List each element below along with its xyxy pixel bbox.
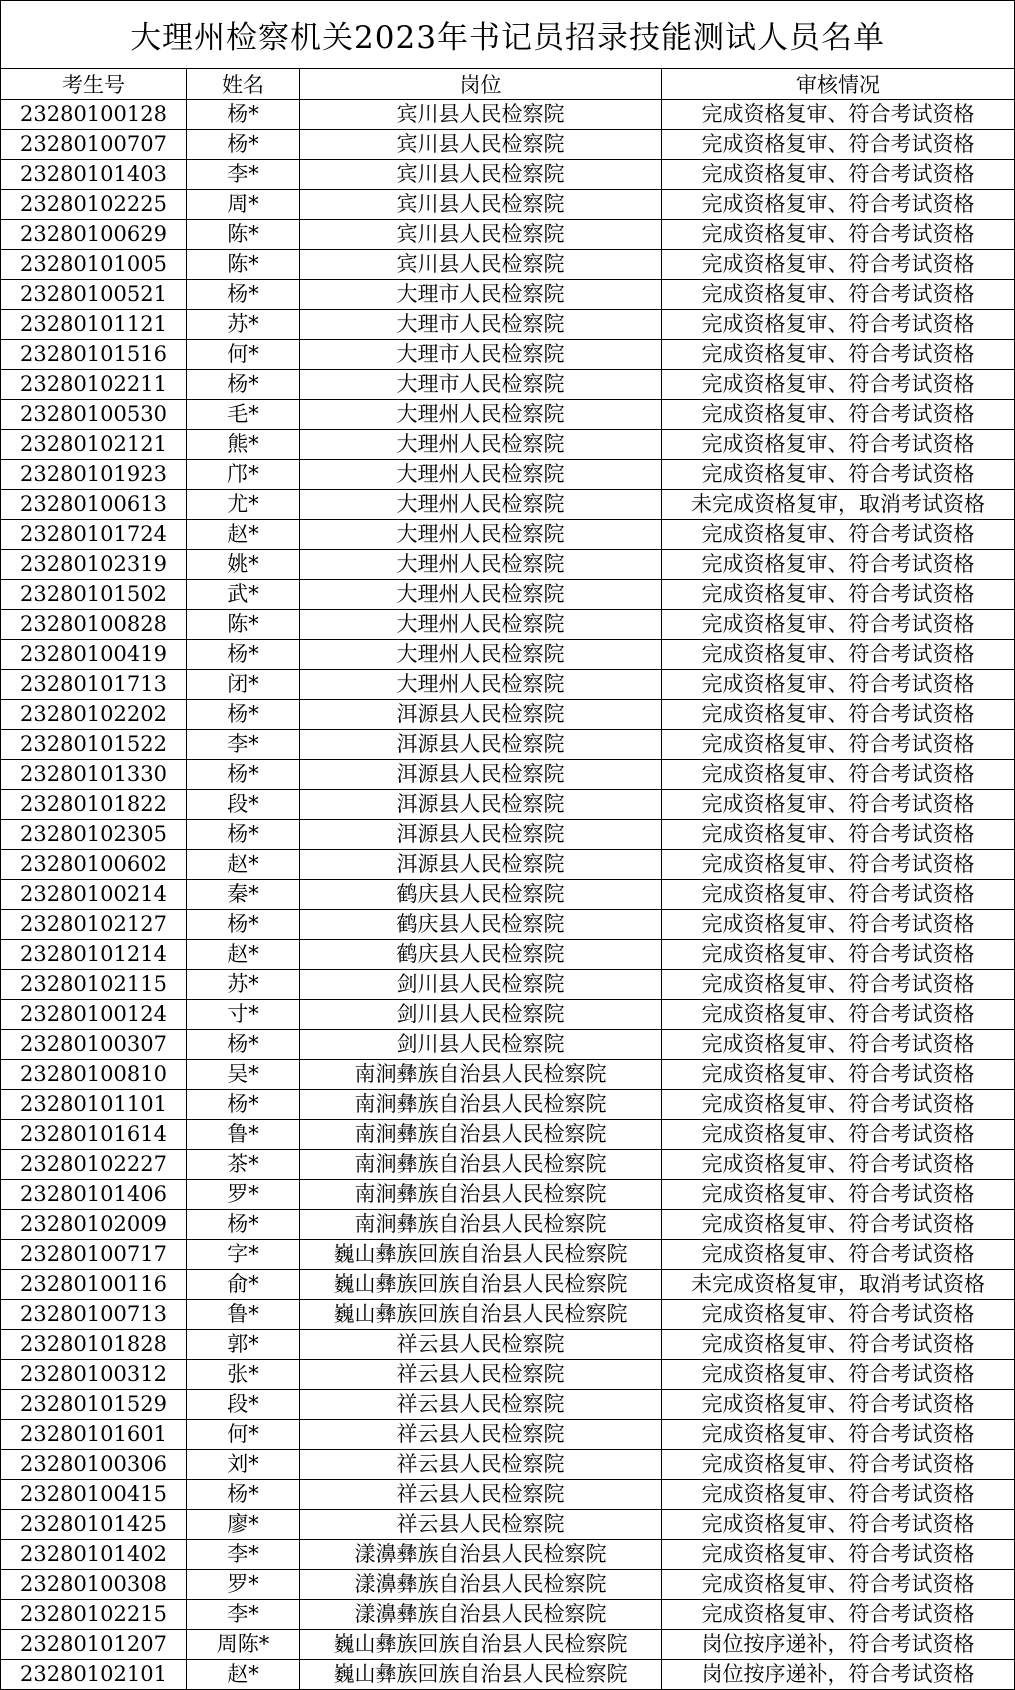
header-status: 审核情况 — [662, 69, 1015, 100]
cell-status: 完成资格复审、符合考试资格 — [662, 1360, 1015, 1390]
cell-name: 杨* — [187, 640, 300, 670]
cell-name: 罗* — [187, 1570, 300, 1600]
cell-name: 苏* — [187, 970, 300, 1000]
cell-exam-id: 23280101406 — [1, 1180, 187, 1210]
table-row — [1, 1000, 1015, 1030]
cell-status: 完成资格复审、符合考试资格 — [662, 1090, 1015, 1120]
table-row — [1, 940, 1015, 970]
table-row — [1, 1420, 1015, 1450]
cell-exam-id: 23280100419 — [1, 640, 187, 670]
cell-exam-id: 23280102115 — [1, 970, 187, 1000]
table-row — [1, 640, 1015, 670]
cell-position: 南涧彝族自治县人民检察院 — [300, 1180, 662, 1210]
table-row — [1, 100, 1015, 130]
cell-exam-id: 23280101529 — [1, 1390, 187, 1420]
cell-status: 完成资格复审、符合考试资格 — [662, 730, 1015, 760]
table-row — [1, 1180, 1015, 1210]
cell-exam-id: 23280102009 — [1, 1210, 187, 1240]
cell-name: 李* — [187, 160, 300, 190]
table-row — [1, 1210, 1015, 1240]
table-row — [1, 1060, 1015, 1090]
cell-exam-id: 23280100629 — [1, 220, 187, 250]
cell-name: 吴* — [187, 1060, 300, 1090]
cell-exam-id: 23280101121 — [1, 310, 187, 340]
cell-status: 未完成资格复审，取消考试资格 — [662, 1270, 1015, 1300]
table-row — [1, 280, 1015, 310]
cell-exam-id: 23280101822 — [1, 790, 187, 820]
cell-exam-id: 23280101522 — [1, 730, 187, 760]
cell-name: 杨* — [187, 130, 300, 160]
cell-name: 杨* — [187, 1090, 300, 1120]
cell-status: 完成资格复审、符合考试资格 — [662, 280, 1015, 310]
cell-name: 赵* — [187, 850, 300, 880]
table-row — [1, 1120, 1015, 1150]
cell-name: 何* — [187, 340, 300, 370]
cell-position: 大理州人民检察院 — [300, 550, 662, 580]
cell-name: 武* — [187, 580, 300, 610]
cell-exam-id: 23280100415 — [1, 1480, 187, 1510]
cell-name: 邝* — [187, 460, 300, 490]
table-row — [1, 220, 1015, 250]
cell-status: 完成资格复审、符合考试资格 — [662, 250, 1015, 280]
cell-name: 鲁* — [187, 1300, 300, 1330]
cell-status: 完成资格复审、符合考试资格 — [662, 550, 1015, 580]
table-row — [1, 970, 1015, 1000]
table-row — [1, 700, 1015, 730]
cell-position: 宾川县人民检察院 — [300, 100, 662, 130]
cell-exam-id: 23280100306 — [1, 1450, 187, 1480]
cell-position: 剑川县人民检察院 — [300, 970, 662, 1000]
cell-status: 岗位按序递补，符合考试资格 — [662, 1660, 1015, 1690]
cell-status: 完成资格复审、符合考试资格 — [662, 1300, 1015, 1330]
cell-exam-id: 23280101516 — [1, 340, 187, 370]
cell-exam-id: 23280102211 — [1, 370, 187, 400]
cell-exam-id: 23280100810 — [1, 1060, 187, 1090]
roster-body — [1, 100, 1015, 1690]
cell-status: 完成资格复审、符合考试资格 — [662, 610, 1015, 640]
cell-name: 李* — [187, 1600, 300, 1630]
cell-status: 完成资格复审、符合考试资格 — [662, 130, 1015, 160]
table-row — [1, 490, 1015, 520]
cell-exam-id: 23280100307 — [1, 1030, 187, 1060]
cell-position: 巍山彝族回族自治县人民检察院 — [300, 1300, 662, 1330]
table-row — [1, 400, 1015, 430]
cell-status: 完成资格复审、符合考试资格 — [662, 1570, 1015, 1600]
table-row — [1, 910, 1015, 940]
cell-position: 漾濞彝族自治县人民检察院 — [300, 1600, 662, 1630]
cell-position: 漾濞彝族自治县人民检察院 — [300, 1570, 662, 1600]
table-row — [1, 1090, 1015, 1120]
cell-position: 大理州人民检察院 — [300, 460, 662, 490]
cell-exam-id: 23280100602 — [1, 850, 187, 880]
cell-position: 南涧彝族自治县人民检察院 — [300, 1120, 662, 1150]
cell-status: 完成资格复审、符合考试资格 — [662, 220, 1015, 250]
cell-status: 岗位按序递补，符合考试资格 — [662, 1630, 1015, 1660]
cell-position: 大理州人民检察院 — [300, 400, 662, 430]
cell-name: 刘* — [187, 1450, 300, 1480]
table-row — [1, 1150, 1015, 1180]
cell-position: 大理市人民检察院 — [300, 370, 662, 400]
table-row — [1, 430, 1015, 460]
cell-position: 大理州人民检察院 — [300, 670, 662, 700]
table-row — [1, 1540, 1015, 1570]
cell-position: 宾川县人民检察院 — [300, 130, 662, 160]
cell-position: 南涧彝族自治县人民检察院 — [300, 1210, 662, 1240]
cell-status: 完成资格复审、符合考试资格 — [662, 1540, 1015, 1570]
table-row — [1, 1600, 1015, 1630]
cell-name: 杨* — [187, 760, 300, 790]
header-exam-id: 考生号 — [1, 69, 187, 100]
cell-position: 祥云县人民检察院 — [300, 1360, 662, 1390]
cell-position: 南涧彝族自治县人民检察院 — [300, 1150, 662, 1180]
title-row — [1, 1, 1015, 69]
cell-status: 完成资格复审、符合考试资格 — [662, 1000, 1015, 1030]
cell-exam-id: 23280101207 — [1, 1630, 187, 1660]
cell-exam-id: 23280100128 — [1, 100, 187, 130]
cell-status: 完成资格复审、符合考试资格 — [662, 1180, 1015, 1210]
table-row — [1, 1300, 1015, 1330]
cell-name: 字* — [187, 1240, 300, 1270]
cell-position: 祥云县人民检察院 — [300, 1510, 662, 1540]
cell-name: 杨* — [187, 1030, 300, 1060]
cell-status: 完成资格复审、符合考试资格 — [662, 190, 1015, 220]
cell-name: 杨* — [187, 280, 300, 310]
cell-status: 完成资格复审、符合考试资格 — [662, 760, 1015, 790]
cell-position: 大理州人民检察院 — [300, 490, 662, 520]
cell-name: 茶* — [187, 1150, 300, 1180]
cell-exam-id: 23280101601 — [1, 1420, 187, 1450]
table-row — [1, 670, 1015, 700]
cell-position: 宾川县人民检察院 — [300, 190, 662, 220]
cell-name: 杨* — [187, 910, 300, 940]
cell-status: 完成资格复审、符合考试资格 — [662, 1030, 1015, 1060]
table-row — [1, 550, 1015, 580]
cell-status: 完成资格复审、符合考试资格 — [662, 880, 1015, 910]
cell-position: 南涧彝族自治县人民检察院 — [300, 1060, 662, 1090]
cell-name: 杨* — [187, 820, 300, 850]
cell-status: 完成资格复审、符合考试资格 — [662, 1240, 1015, 1270]
cell-status: 完成资格复审、符合考试资格 — [662, 160, 1015, 190]
table-row — [1, 130, 1015, 160]
cell-status: 完成资格复审、符合考试资格 — [662, 640, 1015, 670]
cell-status: 完成资格复审、符合考试资格 — [662, 1150, 1015, 1180]
cell-status: 完成资格复审、符合考试资格 — [662, 700, 1015, 730]
cell-status: 完成资格复审、符合考试资格 — [662, 400, 1015, 430]
cell-name: 段* — [187, 1390, 300, 1420]
cell-exam-id: 23280102121 — [1, 430, 187, 460]
table-row — [1, 160, 1015, 190]
table-row — [1, 1660, 1015, 1690]
cell-name: 姚* — [187, 550, 300, 580]
table-row — [1, 1360, 1015, 1390]
cell-exam-id: 23280100717 — [1, 1240, 187, 1270]
table-row — [1, 850, 1015, 880]
cell-position: 祥云县人民检察院 — [300, 1480, 662, 1510]
cell-exam-id: 23280101214 — [1, 940, 187, 970]
cell-exam-id: 23280101828 — [1, 1330, 187, 1360]
cell-name: 罗* — [187, 1180, 300, 1210]
cell-status: 完成资格复审、符合考试资格 — [662, 1060, 1015, 1090]
cell-name: 周陈* — [187, 1630, 300, 1660]
cell-position: 宾川县人民检察院 — [300, 160, 662, 190]
cell-status: 完成资格复审、符合考试资格 — [662, 820, 1015, 850]
cell-exam-id: 23280102225 — [1, 190, 187, 220]
cell-name: 寸* — [187, 1000, 300, 1030]
cell-exam-id: 23280100116 — [1, 1270, 187, 1300]
table-row — [1, 610, 1015, 640]
cell-status: 完成资格复审、符合考试资格 — [662, 1210, 1015, 1240]
cell-name: 陈* — [187, 250, 300, 280]
cell-name: 杨* — [187, 370, 300, 400]
cell-position: 漾濞彝族自治县人民检察院 — [300, 1540, 662, 1570]
cell-status: 完成资格复审、符合考试资格 — [662, 1390, 1015, 1420]
cell-exam-id: 23280101425 — [1, 1510, 187, 1540]
cell-position: 大理州人民检察院 — [300, 610, 662, 640]
cell-position: 鹤庆县人民检察院 — [300, 910, 662, 940]
cell-position: 祥云县人民检察院 — [300, 1390, 662, 1420]
table-row — [1, 1630, 1015, 1660]
cell-name: 毛* — [187, 400, 300, 430]
cell-position: 剑川县人民检察院 — [300, 1000, 662, 1030]
cell-name: 陈* — [187, 220, 300, 250]
cell-position: 洱源县人民检察院 — [300, 850, 662, 880]
table-row — [1, 310, 1015, 340]
cell-exam-id: 23280102319 — [1, 550, 187, 580]
cell-status: 完成资格复审、符合考试资格 — [662, 1330, 1015, 1360]
cell-position: 祥云县人民检察院 — [300, 1420, 662, 1450]
cell-position: 巍山彝族回族自治县人民检察院 — [300, 1270, 662, 1300]
cell-name: 苏* — [187, 310, 300, 340]
cell-status: 完成资格复审、符合考试资格 — [662, 1420, 1015, 1450]
table-row — [1, 1450, 1015, 1480]
table-row — [1, 1570, 1015, 1600]
cell-name: 杨* — [187, 100, 300, 130]
cell-name: 张* — [187, 1360, 300, 1390]
cell-exam-id: 23280100707 — [1, 130, 187, 160]
cell-exam-id: 23280102305 — [1, 820, 187, 850]
cell-name: 闭* — [187, 670, 300, 700]
cell-exam-id: 23280101502 — [1, 580, 187, 610]
cell-exam-id: 23280100312 — [1, 1360, 187, 1390]
cell-name: 赵* — [187, 940, 300, 970]
cell-name: 赵* — [187, 520, 300, 550]
cell-status: 完成资格复审、符合考试资格 — [662, 310, 1015, 340]
cell-position: 大理州人民检察院 — [300, 520, 662, 550]
cell-position: 大理市人民检察院 — [300, 340, 662, 370]
header-row — [1, 69, 1015, 100]
cell-exam-id: 23280102127 — [1, 910, 187, 940]
cell-status: 完成资格复审、符合考试资格 — [662, 340, 1015, 370]
cell-exam-id: 23280101005 — [1, 250, 187, 280]
cell-position: 巍山彝族回族自治县人民检察院 — [300, 1630, 662, 1660]
table-row — [1, 880, 1015, 910]
table-row — [1, 1480, 1015, 1510]
cell-position: 南涧彝族自治县人民检察院 — [300, 1090, 662, 1120]
table-row — [1, 1390, 1015, 1420]
cell-status: 完成资格复审、符合考试资格 — [662, 580, 1015, 610]
table-row — [1, 790, 1015, 820]
table-row — [1, 1240, 1015, 1270]
table-row — [1, 1030, 1015, 1060]
table-row — [1, 760, 1015, 790]
cell-status: 完成资格复审、符合考试资格 — [662, 1450, 1015, 1480]
cell-position: 大理州人民检察院 — [300, 640, 662, 670]
cell-name: 尤* — [187, 490, 300, 520]
cell-position: 大理州人民检察院 — [300, 430, 662, 460]
cell-name: 段* — [187, 790, 300, 820]
cell-exam-id: 23280100530 — [1, 400, 187, 430]
cell-name: 李* — [187, 730, 300, 760]
cell-name: 杨* — [187, 1480, 300, 1510]
cell-position: 洱源县人民检察院 — [300, 730, 662, 760]
cell-position: 洱源县人民检察院 — [300, 700, 662, 730]
cell-status: 完成资格复审、符合考试资格 — [662, 1480, 1015, 1510]
cell-exam-id: 23280100828 — [1, 610, 187, 640]
cell-position: 宾川县人民检察院 — [300, 250, 662, 280]
cell-name: 秦* — [187, 880, 300, 910]
table-row — [1, 1330, 1015, 1360]
cell-exam-id: 23280102215 — [1, 1600, 187, 1630]
cell-name: 周* — [187, 190, 300, 220]
cell-position: 大理市人民检察院 — [300, 280, 662, 310]
cell-name: 赵* — [187, 1660, 300, 1690]
table-row — [1, 340, 1015, 370]
cell-name: 郭* — [187, 1330, 300, 1360]
cell-status: 完成资格复审、符合考试资格 — [662, 430, 1015, 460]
cell-exam-id: 23280100521 — [1, 280, 187, 310]
cell-exam-id: 23280100214 — [1, 880, 187, 910]
cell-status: 完成资格复审、符合考试资格 — [662, 670, 1015, 700]
cell-position: 洱源县人民检察院 — [300, 790, 662, 820]
cell-exam-id: 23280102227 — [1, 1150, 187, 1180]
cell-status: 完成资格复审、符合考试资格 — [662, 940, 1015, 970]
header-position: 岗位 — [300, 69, 662, 100]
cell-status: 完成资格复审、符合考试资格 — [662, 370, 1015, 400]
cell-status: 完成资格复审、符合考试资格 — [662, 910, 1015, 940]
document-title: 大理州检察机关2023年书记员招录技能测试人员名单 — [1, 1, 1015, 69]
cell-name: 鲁* — [187, 1120, 300, 1150]
cell-exam-id: 23280101614 — [1, 1120, 187, 1150]
table-row — [1, 190, 1015, 220]
header-name: 姓名 — [187, 69, 300, 100]
cell-name: 李* — [187, 1540, 300, 1570]
cell-exam-id: 23280102202 — [1, 700, 187, 730]
cell-name: 陈* — [187, 610, 300, 640]
cell-position: 巍山彝族回族自治县人民检察院 — [300, 1240, 662, 1270]
cell-position: 大理州人民检察院 — [300, 580, 662, 610]
cell-name: 杨* — [187, 1210, 300, 1240]
cell-status: 完成资格复审、符合考试资格 — [662, 1120, 1015, 1150]
cell-status: 完成资格复审、符合考试资格 — [662, 460, 1015, 490]
table-row — [1, 820, 1015, 850]
cell-position: 鹤庆县人民检察院 — [300, 940, 662, 970]
cell-exam-id: 23280101713 — [1, 670, 187, 700]
cell-exam-id: 23280100613 — [1, 490, 187, 520]
cell-exam-id: 23280100713 — [1, 1300, 187, 1330]
cell-position: 宾川县人民检察院 — [300, 220, 662, 250]
cell-exam-id: 23280101101 — [1, 1090, 187, 1120]
cell-exam-id: 23280100124 — [1, 1000, 187, 1030]
cell-position: 剑川县人民检察院 — [300, 1030, 662, 1060]
cell-name: 杨* — [187, 700, 300, 730]
cell-name: 熊* — [187, 430, 300, 460]
cell-status: 完成资格复审、符合考试资格 — [662, 100, 1015, 130]
cell-position: 洱源县人民检察院 — [300, 760, 662, 790]
cell-name: 何* — [187, 1420, 300, 1450]
cell-exam-id: 23280101402 — [1, 1540, 187, 1570]
cell-exam-id: 23280101403 — [1, 160, 187, 190]
cell-exam-id: 23280102101 — [1, 1660, 187, 1690]
cell-position: 洱源县人民检察院 — [300, 820, 662, 850]
cell-exam-id: 23280101724 — [1, 520, 187, 550]
table-row — [1, 1270, 1015, 1300]
cell-position: 祥云县人民检察院 — [300, 1450, 662, 1480]
cell-status: 完成资格复审、符合考试资格 — [662, 790, 1015, 820]
cell-position: 大理市人民检察院 — [300, 310, 662, 340]
table-row — [1, 250, 1015, 280]
table-row — [1, 460, 1015, 490]
cell-exam-id: 23280101923 — [1, 460, 187, 490]
cell-position: 巍山彝族回族自治县人民检察院 — [300, 1660, 662, 1690]
cell-exam-id: 23280101330 — [1, 760, 187, 790]
cell-status: 完成资格复审、符合考试资格 — [662, 1510, 1015, 1540]
cell-position: 鹤庆县人民检察院 — [300, 880, 662, 910]
table-row — [1, 730, 1015, 760]
table-row — [1, 370, 1015, 400]
cell-exam-id: 23280100308 — [1, 1570, 187, 1600]
cell-status: 完成资格复审、符合考试资格 — [662, 1600, 1015, 1630]
cell-name: 廖* — [187, 1510, 300, 1540]
table-row — [1, 1510, 1015, 1540]
cell-position: 祥云县人民检察院 — [300, 1330, 662, 1360]
cell-status: 完成资格复审、符合考试资格 — [662, 970, 1015, 1000]
cell-name: 俞* — [187, 1270, 300, 1300]
table-row — [1, 580, 1015, 610]
cell-status: 完成资格复审、符合考试资格 — [662, 850, 1015, 880]
table-row — [1, 520, 1015, 550]
cell-status: 未完成资格复审，取消考试资格 — [662, 490, 1015, 520]
cell-status: 完成资格复审、符合考试资格 — [662, 520, 1015, 550]
